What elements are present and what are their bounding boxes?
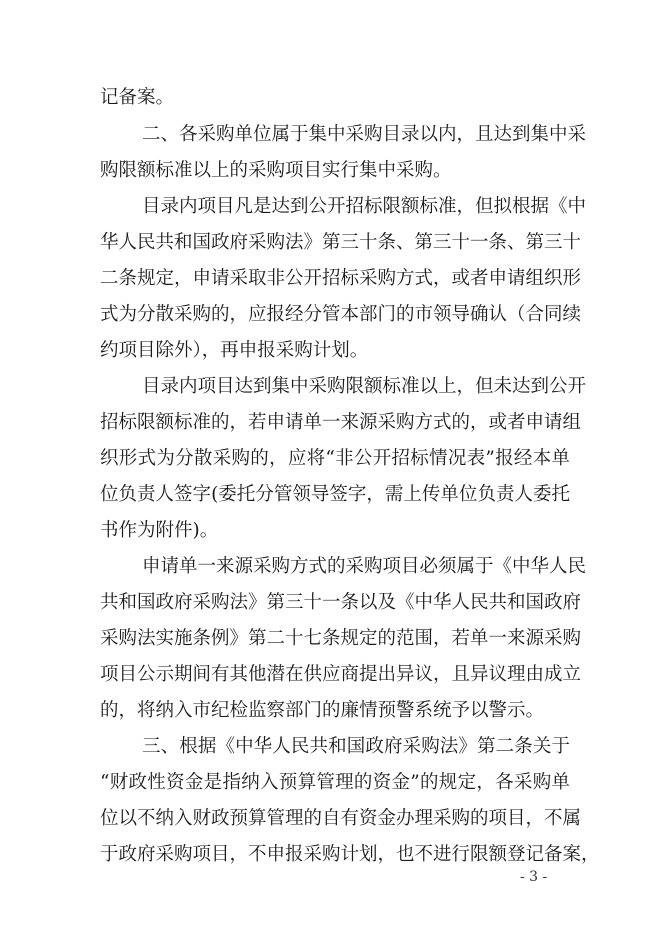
text-line-15: 共和国政府采购法》第三十一条以及《中华人民共和国政府 xyxy=(100,592,582,613)
text-line-1: 记备案。 xyxy=(100,87,175,108)
text-line-17: 项目公示期间有其他潜在供应商提出异议，且异议理由成立 xyxy=(100,664,582,685)
text-line-8: 约项目除外），再申报采购计划。 xyxy=(100,340,369,361)
text-line-7: 式为分散采购的，应报经分管本部门的市领导确认（合同续 xyxy=(100,304,582,325)
text-line-4: 目录内项目凡是达到公开招标限额标准，但拟根据《中 xyxy=(142,196,587,217)
text-line-13: 书作为附件)。 xyxy=(100,520,219,541)
text-line-20: “财政性资金是指纳入预算管理的资金”的规定，各采购单 xyxy=(100,772,570,793)
text-line-12: 位负责人签字(委托分管领导签字，需上传单位负责人委托 xyxy=(100,484,570,505)
text-line-2: 二、各采购单位属于集中采购目录以内，且达到集中采 xyxy=(142,124,587,145)
text-line-11: 织形式为分散采购的，应将“非公开招标情况表”报经本单 xyxy=(100,448,570,469)
text-line-18: 的，将纳入市纪检监察部门的廉情预警系统予以警示。 xyxy=(100,700,545,721)
text-line-6: 二条规定，申请采取非公开招标采购方式，或者申请组织形 xyxy=(100,268,582,289)
text-line-22: 于政府采购项目，不申报采购计划，也不进行限额登记备案， xyxy=(100,844,600,865)
text-line-9: 目录内项目达到集中采购限额标准以上，但未达到公开 xyxy=(142,376,587,397)
text-line-5: 华人民共和国政府采购法》第三十条、第三十一条、第三十 xyxy=(100,232,582,253)
text-line-3: 购限额标准以上的采购项目实行集中采购。 xyxy=(100,160,452,181)
text-line-10: 招标限额标准的，若申请单一来源采购方式的，或者申请组 xyxy=(100,412,582,433)
text-line-14: 申请单一来源采购方式的采购项目必须属于《中华人民 xyxy=(142,556,587,577)
text-line-19: 三、根据《中华人民共和国政府采购法》第二条关于 xyxy=(142,736,570,757)
page-number: - 3 - xyxy=(520,869,548,885)
text-line-16: 采购法实施条例》第二十七条规定的范围，若单一来源采购 xyxy=(100,628,582,649)
text-line-21: 位以不纳入财政预算管理的自有资金办理采购的项目，不属 xyxy=(100,808,582,829)
